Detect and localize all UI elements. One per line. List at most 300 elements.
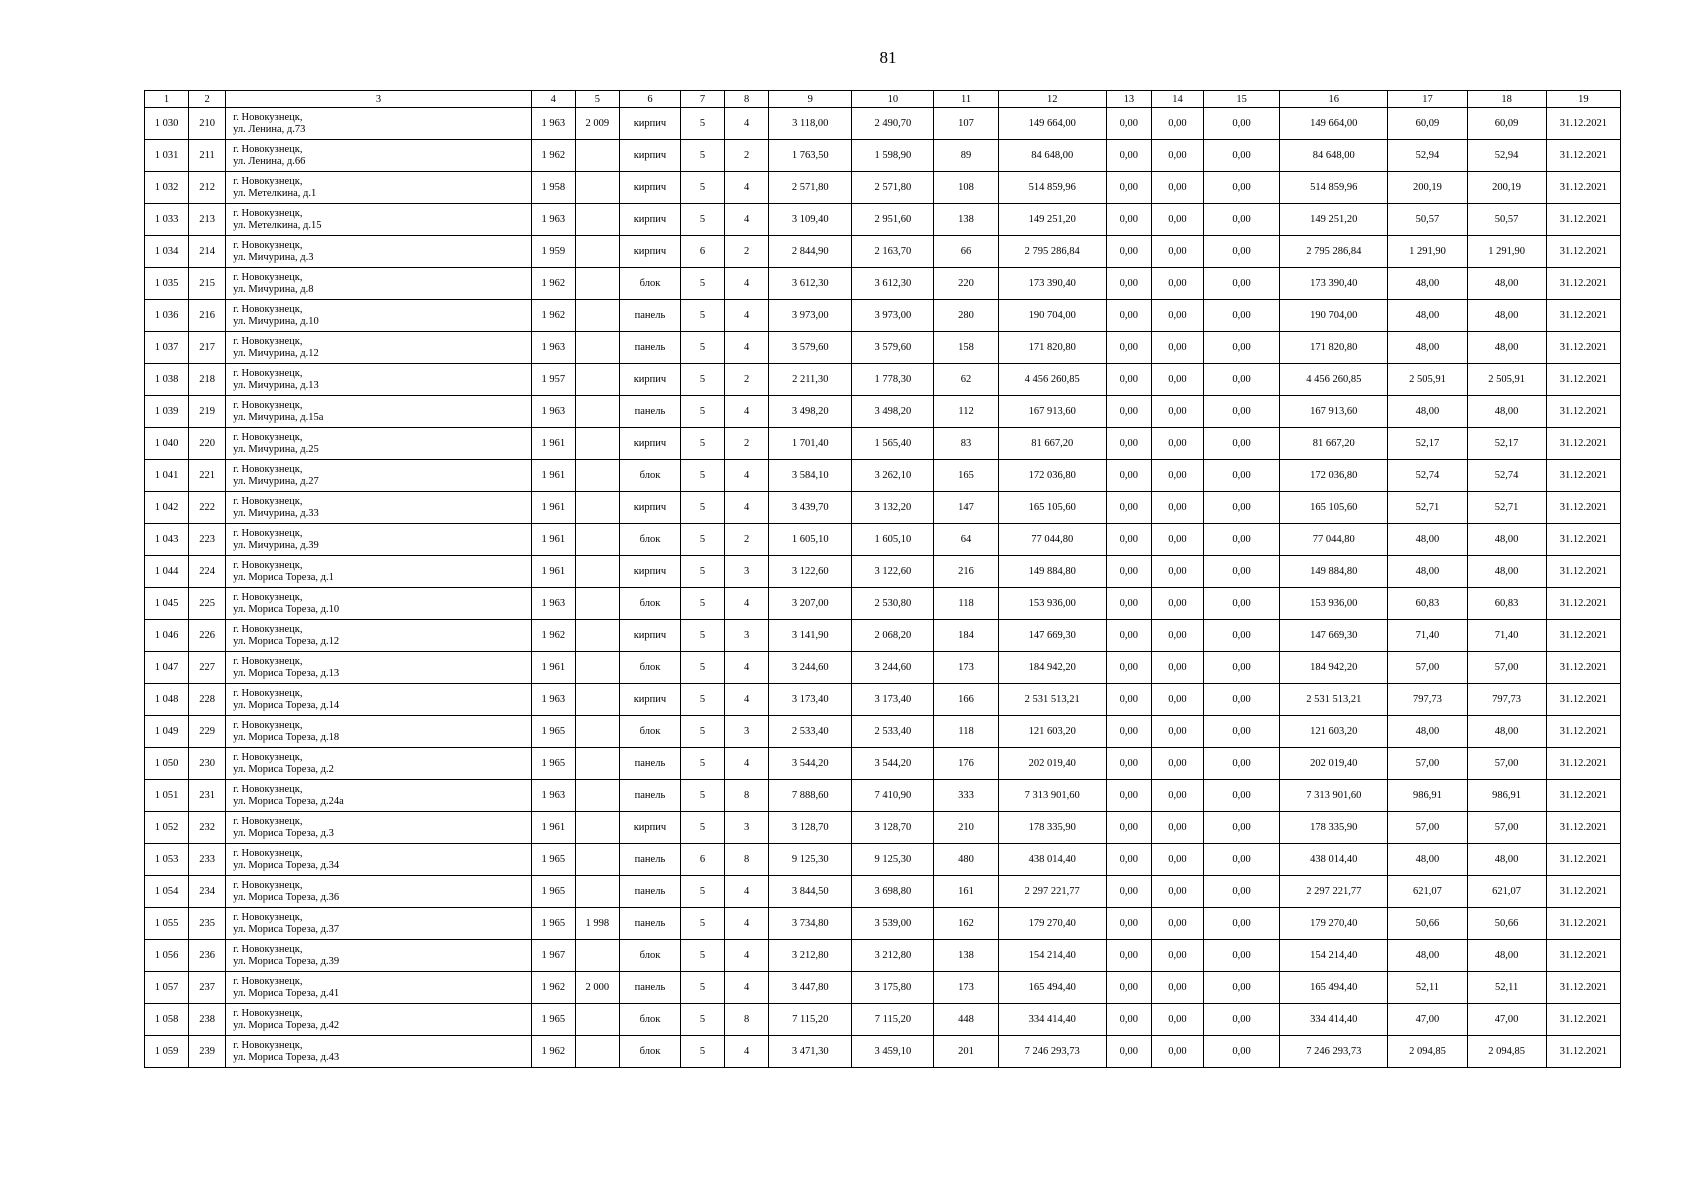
cell-col-5 <box>575 300 619 332</box>
cell-col-12: 178 335,90 <box>998 812 1106 844</box>
column-header-12: 12 <box>998 91 1106 108</box>
cell-col-7: 5 <box>681 780 725 812</box>
address-city: г. Новокузнецк, <box>233 239 303 251</box>
cell-col-9: 7 115,20 <box>769 1004 852 1036</box>
cell-col-17: 57,00 <box>1388 748 1467 780</box>
cell-col-12: 84 648,00 <box>998 140 1106 172</box>
cell-col-17: 60,83 <box>1388 588 1467 620</box>
cell-col-8: 4 <box>725 172 769 204</box>
address-city: г. Новокузнецк, <box>233 1039 303 1051</box>
cell-col-1: 1 054 <box>145 876 189 908</box>
cell-col-15: 0,00 <box>1204 620 1280 652</box>
cell-col-4: 1 961 <box>531 556 575 588</box>
cell-col-9: 7 888,60 <box>769 780 852 812</box>
cell-col-10: 2 571,80 <box>852 172 934 204</box>
cell-col-16: 7 246 293,73 <box>1280 1036 1388 1068</box>
cell-col-10: 1 778,30 <box>852 364 934 396</box>
cell-col-18: 48,00 <box>1467 332 1546 364</box>
cell-col-10: 3 544,20 <box>852 748 934 780</box>
cell-col-4: 1 961 <box>531 492 575 524</box>
cell-col-18: 60,09 <box>1467 108 1546 140</box>
cell-col-8: 4 <box>725 652 769 684</box>
cell-col-18: 986,91 <box>1467 780 1546 812</box>
address-street: ул. Мориса Тореза, д.2 <box>233 763 334 775</box>
column-header-17: 17 <box>1388 91 1467 108</box>
table-row <box>145 172 1621 204</box>
cell-col-12: 173 390,40 <box>998 268 1106 300</box>
cell-col-6: панель <box>619 844 680 876</box>
cell-col-19: 31.12.2021 <box>1546 812 1620 844</box>
cell-col-6: панель <box>619 748 680 780</box>
cell-col-10: 3 262,10 <box>852 460 934 492</box>
cell-col-1: 1 035 <box>145 268 189 300</box>
cell-col-7: 5 <box>681 332 725 364</box>
cell-col-2: 233 <box>189 844 226 876</box>
cell-col-2: 239 <box>189 1036 226 1068</box>
cell-col-1: 1 059 <box>145 1036 189 1068</box>
cell-col-17: 48,00 <box>1388 716 1467 748</box>
cell-col-19: 31.12.2021 <box>1546 876 1620 908</box>
cell-col-13: 0,00 <box>1106 492 1151 524</box>
cell-col-2: 226 <box>189 620 226 652</box>
cell-col-15: 0,00 <box>1204 172 1280 204</box>
cell-col-15: 0,00 <box>1204 108 1280 140</box>
cell-col-1: 1 033 <box>145 204 189 236</box>
cell-col-2: 219 <box>189 396 226 428</box>
cell-col-5 <box>575 428 619 460</box>
cell-col-19: 31.12.2021 <box>1546 492 1620 524</box>
cell-col-12: 77 044,80 <box>998 524 1106 556</box>
cell-col-19: 31.12.2021 <box>1546 332 1620 364</box>
cell-col-13: 0,00 <box>1106 172 1151 204</box>
cell-col-19: 31.12.2021 <box>1546 620 1620 652</box>
cell-col-8: 8 <box>725 1004 769 1036</box>
address-cell <box>226 108 532 140</box>
cell-col-5 <box>575 812 619 844</box>
cell-col-12: 179 270,40 <box>998 908 1106 940</box>
cell-col-14: 0,00 <box>1151 268 1203 300</box>
cell-col-14: 0,00 <box>1151 172 1203 204</box>
cell-col-19: 31.12.2021 <box>1546 908 1620 940</box>
cell-col-2: 211 <box>189 140 226 172</box>
cell-col-10: 3 973,00 <box>852 300 934 332</box>
cell-col-6: блок <box>619 524 680 556</box>
cell-col-12: 2 297 221,77 <box>998 876 1106 908</box>
cell-col-6: блок <box>619 652 680 684</box>
cell-col-7: 5 <box>681 1004 725 1036</box>
cell-col-6: панель <box>619 396 680 428</box>
table-row <box>145 588 1621 620</box>
cell-col-2: 234 <box>189 876 226 908</box>
cell-col-17: 48,00 <box>1388 300 1467 332</box>
cell-col-15: 0,00 <box>1204 300 1280 332</box>
cell-col-13: 0,00 <box>1106 620 1151 652</box>
table-row <box>145 908 1621 940</box>
cell-col-10: 3 175,80 <box>852 972 934 1004</box>
cell-col-8: 3 <box>725 556 769 588</box>
cell-col-11: 138 <box>934 940 998 972</box>
cell-col-4: 1 961 <box>531 652 575 684</box>
cell-col-5 <box>575 364 619 396</box>
cell-col-7: 5 <box>681 460 725 492</box>
address-cell <box>226 652 532 684</box>
address-cell <box>226 364 532 396</box>
cell-col-7: 5 <box>681 972 725 1004</box>
cell-col-1: 1 032 <box>145 172 189 204</box>
column-header-3: 3 <box>226 91 532 108</box>
cell-col-16: 81 667,20 <box>1280 428 1388 460</box>
cell-col-4: 1 962 <box>531 140 575 172</box>
address-street: ул. Мичурина, д.13 <box>233 379 319 391</box>
cell-col-4: 1 967 <box>531 940 575 972</box>
address-street: ул. Мичурина, д.12 <box>233 347 319 359</box>
cell-col-5 <box>575 1036 619 1068</box>
cell-col-2: 224 <box>189 556 226 588</box>
column-header-1: 1 <box>145 91 189 108</box>
cell-col-9: 2 533,40 <box>769 716 852 748</box>
cell-col-10: 3 212,80 <box>852 940 934 972</box>
cell-col-14: 0,00 <box>1151 204 1203 236</box>
address-cell <box>226 684 532 716</box>
cell-col-6: блок <box>619 460 680 492</box>
cell-col-15: 0,00 <box>1204 940 1280 972</box>
cell-col-11: 176 <box>934 748 998 780</box>
address-city: г. Новокузнецк, <box>233 367 303 379</box>
cell-col-1: 1 043 <box>145 524 189 556</box>
address-city: г. Новокузнецк, <box>233 271 303 283</box>
cell-col-4: 1 965 <box>531 876 575 908</box>
cell-col-12: 171 820,80 <box>998 332 1106 364</box>
cell-col-8: 8 <box>725 780 769 812</box>
cell-col-9: 3 109,40 <box>769 204 852 236</box>
cell-col-2: 214 <box>189 236 226 268</box>
cell-col-12: 334 414,40 <box>998 1004 1106 1036</box>
cell-col-12: 438 014,40 <box>998 844 1106 876</box>
address-city: г. Новокузнецк, <box>233 591 303 603</box>
cell-col-7: 5 <box>681 140 725 172</box>
cell-col-18: 57,00 <box>1467 748 1546 780</box>
cell-col-16: 184 942,20 <box>1280 652 1388 684</box>
cell-col-13: 0,00 <box>1106 108 1151 140</box>
cell-col-4: 1 961 <box>531 460 575 492</box>
cell-col-2: 236 <box>189 940 226 972</box>
cell-col-11: 107 <box>934 108 998 140</box>
cell-col-1: 1 056 <box>145 940 189 972</box>
cell-col-11: 89 <box>934 140 998 172</box>
address-city: г. Новокузнецк, <box>233 687 303 699</box>
cell-col-8: 2 <box>725 364 769 396</box>
cell-col-4: 1 963 <box>531 588 575 620</box>
address-cell <box>226 140 532 172</box>
column-header-18: 18 <box>1467 91 1546 108</box>
table-row <box>145 748 1621 780</box>
cell-col-11: 173 <box>934 972 998 1004</box>
cell-col-1: 1 049 <box>145 716 189 748</box>
cell-col-11: 158 <box>934 332 998 364</box>
cell-col-11: 108 <box>934 172 998 204</box>
address-cell <box>226 780 532 812</box>
cell-col-8: 2 <box>725 236 769 268</box>
cell-col-16: 165 494,40 <box>1280 972 1388 1004</box>
cell-col-19: 31.12.2021 <box>1546 556 1620 588</box>
address-street: ул. Мориса Тореза, д.34 <box>233 859 340 871</box>
cell-col-9: 3 544,20 <box>769 748 852 780</box>
cell-col-6: кирпич <box>619 108 680 140</box>
cell-col-7: 6 <box>681 236 725 268</box>
cell-col-1: 1 031 <box>145 140 189 172</box>
cell-col-5 <box>575 524 619 556</box>
cell-col-17: 48,00 <box>1388 940 1467 972</box>
cell-col-2: 238 <box>189 1004 226 1036</box>
cell-col-14: 0,00 <box>1151 300 1203 332</box>
table-row <box>145 364 1621 396</box>
table-row <box>145 812 1621 844</box>
cell-col-8: 4 <box>725 940 769 972</box>
cell-col-19: 31.12.2021 <box>1546 460 1620 492</box>
address-street: ул. Мориса Тореза, д.3 <box>233 827 334 839</box>
cell-col-18: 621,07 <box>1467 876 1546 908</box>
column-header-13: 13 <box>1106 91 1151 108</box>
cell-col-2: 213 <box>189 204 226 236</box>
cell-col-19: 31.12.2021 <box>1546 748 1620 780</box>
cell-col-8: 3 <box>725 620 769 652</box>
cell-col-17: 50,57 <box>1388 204 1467 236</box>
address-cell <box>226 524 532 556</box>
cell-col-10: 3 539,00 <box>852 908 934 940</box>
cell-col-5: 1 998 <box>575 908 619 940</box>
cell-col-19: 31.12.2021 <box>1546 716 1620 748</box>
cell-col-7: 5 <box>681 940 725 972</box>
cell-col-15: 0,00 <box>1204 268 1280 300</box>
cell-col-10: 2 490,70 <box>852 108 934 140</box>
cell-col-18: 52,71 <box>1467 492 1546 524</box>
table-row <box>145 140 1621 172</box>
cell-col-16: 202 019,40 <box>1280 748 1388 780</box>
cell-col-14: 0,00 <box>1151 556 1203 588</box>
address-cell <box>226 300 532 332</box>
cell-col-14: 0,00 <box>1151 684 1203 716</box>
cell-col-2: 231 <box>189 780 226 812</box>
cell-col-11: 162 <box>934 908 998 940</box>
cell-col-15: 0,00 <box>1204 876 1280 908</box>
address-cell <box>226 588 532 620</box>
address-street: ул. Мориса Тореза, д.42 <box>233 1019 340 1031</box>
cell-col-14: 0,00 <box>1151 908 1203 940</box>
cell-col-8: 2 <box>725 524 769 556</box>
cell-col-17: 71,40 <box>1388 620 1467 652</box>
cell-col-4: 1 962 <box>531 620 575 652</box>
cell-col-10: 3 459,10 <box>852 1036 934 1068</box>
cell-col-7: 6 <box>681 844 725 876</box>
cell-col-12: 190 704,00 <box>998 300 1106 332</box>
cell-col-7: 5 <box>681 300 725 332</box>
table-row <box>145 684 1621 716</box>
cell-col-10: 3 579,60 <box>852 332 934 364</box>
cell-col-18: 48,00 <box>1467 844 1546 876</box>
table-row <box>145 1004 1621 1036</box>
cell-col-14: 0,00 <box>1151 460 1203 492</box>
table-row <box>145 492 1621 524</box>
cell-col-11: 83 <box>934 428 998 460</box>
table-row <box>145 972 1621 1004</box>
cell-col-4: 1 965 <box>531 748 575 780</box>
cell-col-5 <box>575 780 619 812</box>
address-cell <box>226 268 532 300</box>
cell-col-13: 0,00 <box>1106 748 1151 780</box>
cell-col-14: 0,00 <box>1151 108 1203 140</box>
cell-col-14: 0,00 <box>1151 652 1203 684</box>
cell-col-15: 0,00 <box>1204 332 1280 364</box>
cell-col-4: 1 962 <box>531 972 575 1004</box>
cell-col-4: 1 962 <box>531 268 575 300</box>
address-city: г. Новокузнецк, <box>233 847 303 859</box>
cell-col-10: 3 122,60 <box>852 556 934 588</box>
table-row <box>145 876 1621 908</box>
cell-col-8: 4 <box>725 300 769 332</box>
address-city: г. Новокузнецк, <box>233 911 303 923</box>
cell-col-12: 165 105,60 <box>998 492 1106 524</box>
cell-col-11: 66 <box>934 236 998 268</box>
cell-col-15: 0,00 <box>1204 748 1280 780</box>
cell-col-8: 4 <box>725 460 769 492</box>
page-number: 81 <box>879 48 897 67</box>
cell-col-11: 480 <box>934 844 998 876</box>
cell-col-11: 118 <box>934 588 998 620</box>
address-city: г. Новокузнецк, <box>233 111 303 123</box>
table-row <box>145 940 1621 972</box>
address-street: ул. Метелкина, д.15 <box>233 219 322 231</box>
address-city: г. Новокузнецк, <box>233 719 303 731</box>
cell-col-7: 5 <box>681 396 725 428</box>
cell-col-4: 1 961 <box>531 812 575 844</box>
cell-col-11: 166 <box>934 684 998 716</box>
address-street: ул. Мориса Тореза, д.18 <box>233 731 340 743</box>
address-street: ул. Ленина, д.73 <box>233 123 306 135</box>
cell-col-1: 1 042 <box>145 492 189 524</box>
cell-col-15: 0,00 <box>1204 236 1280 268</box>
address-street: ул. Мориса Тореза, д.37 <box>233 923 340 935</box>
table-row <box>145 524 1621 556</box>
cell-col-4: 1 963 <box>531 332 575 364</box>
cell-col-19: 31.12.2021 <box>1546 524 1620 556</box>
address-cell <box>226 940 532 972</box>
cell-col-8: 3 <box>725 812 769 844</box>
address-cell <box>226 396 532 428</box>
cell-col-7: 5 <box>681 876 725 908</box>
cell-col-6: кирпич <box>619 620 680 652</box>
cell-col-19: 31.12.2021 <box>1546 428 1620 460</box>
cell-col-17: 48,00 <box>1388 396 1467 428</box>
cell-col-17: 52,17 <box>1388 428 1467 460</box>
cell-col-15: 0,00 <box>1204 204 1280 236</box>
cell-col-7: 5 <box>681 556 725 588</box>
cell-col-8: 4 <box>725 204 769 236</box>
cell-col-14: 0,00 <box>1151 140 1203 172</box>
cell-col-2: 223 <box>189 524 226 556</box>
cell-col-9: 3 844,50 <box>769 876 852 908</box>
cell-col-5 <box>575 140 619 172</box>
cell-col-9: 3 173,40 <box>769 684 852 716</box>
cell-col-10: 9 125,30 <box>852 844 934 876</box>
address-cell <box>226 460 532 492</box>
address-cell <box>226 204 532 236</box>
cell-col-19: 31.12.2021 <box>1546 268 1620 300</box>
cell-col-7: 5 <box>681 204 725 236</box>
cell-col-4: 1 965 <box>531 716 575 748</box>
cell-col-11: 210 <box>934 812 998 844</box>
cell-col-19: 31.12.2021 <box>1546 204 1620 236</box>
column-header-5: 5 <box>575 91 619 108</box>
cell-col-12: 202 019,40 <box>998 748 1106 780</box>
cell-col-5 <box>575 204 619 236</box>
cell-col-12: 81 667,20 <box>998 428 1106 460</box>
cell-col-17: 48,00 <box>1388 524 1467 556</box>
cell-col-18: 52,17 <box>1467 428 1546 460</box>
cell-col-18: 200,19 <box>1467 172 1546 204</box>
cell-col-9: 3 122,60 <box>769 556 852 588</box>
cell-col-15: 0,00 <box>1204 588 1280 620</box>
cell-col-1: 1 044 <box>145 556 189 588</box>
cell-col-19: 31.12.2021 <box>1546 108 1620 140</box>
cell-col-16: 2 531 513,21 <box>1280 684 1388 716</box>
cell-col-8: 4 <box>725 876 769 908</box>
cell-col-19: 31.12.2021 <box>1546 172 1620 204</box>
cell-col-8: 4 <box>725 748 769 780</box>
cell-col-19: 31.12.2021 <box>1546 588 1620 620</box>
column-header-14: 14 <box>1151 91 1203 108</box>
address-street: ул. Мичурина, д.25 <box>233 443 319 455</box>
cell-col-13: 0,00 <box>1106 364 1151 396</box>
address-cell <box>226 844 532 876</box>
address-street: ул. Мичурина, д.8 <box>233 283 314 295</box>
address-cell <box>226 236 532 268</box>
cell-col-1: 1 045 <box>145 588 189 620</box>
cell-col-12: 2 795 286,84 <box>998 236 1106 268</box>
cell-col-13: 0,00 <box>1106 652 1151 684</box>
cell-col-1: 1 039 <box>145 396 189 428</box>
cell-col-17: 1 291,90 <box>1388 236 1467 268</box>
cell-col-15: 0,00 <box>1204 780 1280 812</box>
cell-col-6: блок <box>619 1004 680 1036</box>
cell-col-16: 334 414,40 <box>1280 1004 1388 1036</box>
cell-col-5 <box>575 460 619 492</box>
cell-col-15: 0,00 <box>1204 844 1280 876</box>
cell-col-10: 3 612,30 <box>852 268 934 300</box>
cell-col-8: 4 <box>725 268 769 300</box>
cell-col-14: 0,00 <box>1151 972 1203 1004</box>
cell-col-4: 1 962 <box>531 300 575 332</box>
address-cell <box>226 716 532 748</box>
cell-col-10: 2 533,40 <box>852 716 934 748</box>
cell-col-4: 1 963 <box>531 204 575 236</box>
address-street: ул. Мичурина, д.39 <box>233 539 319 551</box>
cell-col-9: 3 118,00 <box>769 108 852 140</box>
cell-col-15: 0,00 <box>1204 652 1280 684</box>
address-cell <box>226 876 532 908</box>
cell-col-12: 165 494,40 <box>998 972 1106 1004</box>
cell-col-13: 0,00 <box>1106 300 1151 332</box>
cell-col-14: 0,00 <box>1151 492 1203 524</box>
cell-col-13: 0,00 <box>1106 460 1151 492</box>
cell-col-5 <box>575 652 619 684</box>
cell-col-13: 0,00 <box>1106 428 1151 460</box>
cell-col-10: 3 698,80 <box>852 876 934 908</box>
cell-col-1: 1 053 <box>145 844 189 876</box>
cell-col-16: 77 044,80 <box>1280 524 1388 556</box>
cell-col-8: 4 <box>725 908 769 940</box>
address-street: ул. Мичурина, д.27 <box>233 475 319 487</box>
cell-col-17: 57,00 <box>1388 652 1467 684</box>
